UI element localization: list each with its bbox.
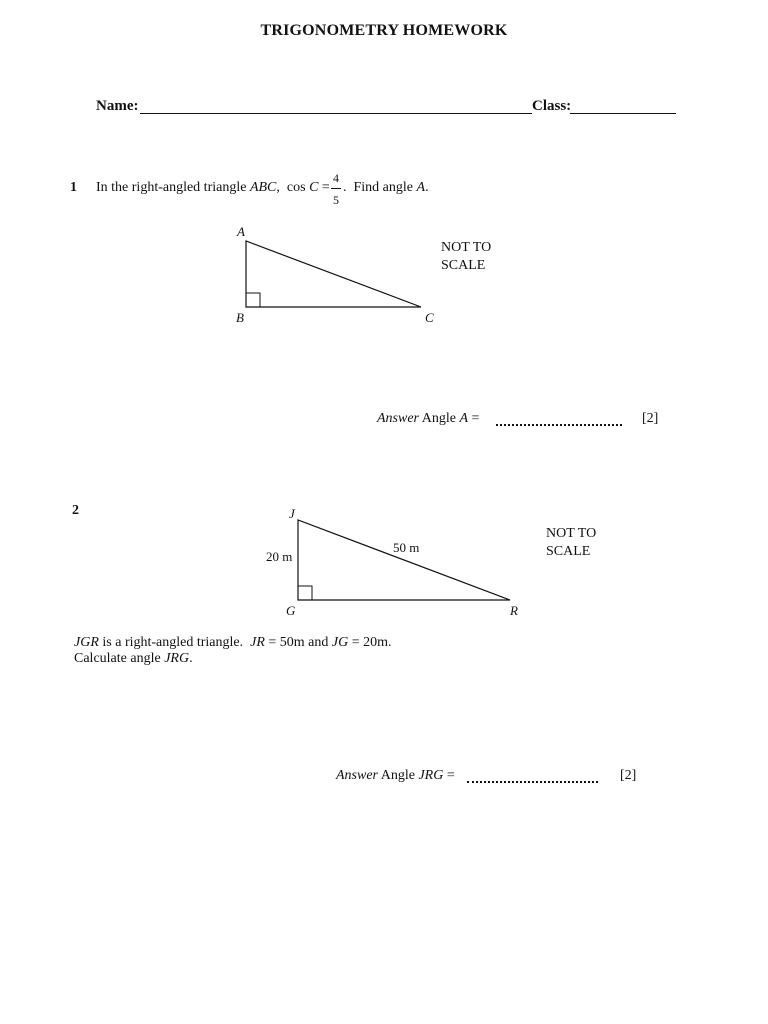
q1-text-find: . Find angle xyxy=(343,180,417,195)
page-title: TRIGONOMETRY HOMEWORK xyxy=(260,22,508,39)
vertex-label-r: R xyxy=(510,603,518,618)
q1-equals: = xyxy=(318,180,330,195)
side-jg-label: 20 m xyxy=(266,549,293,564)
q2-answer-field[interactable] xyxy=(467,781,598,783)
vertex-label-a: A xyxy=(237,224,245,239)
q1-text-pre: In the right-angled triangle xyxy=(96,180,250,195)
q1-note-line-1: NOT TO xyxy=(441,240,492,255)
q1-angle-var: C xyxy=(309,180,319,195)
q1-marks: [2] xyxy=(642,411,659,426)
q2-stmt-text-1: is a right-angled triangle. xyxy=(98,635,251,650)
q2-stmt-jr: JR xyxy=(250,635,265,650)
q2-answer-eq: = xyxy=(443,768,455,783)
q1-find-var: A xyxy=(416,180,426,195)
q2-calc-var: JRG xyxy=(164,651,190,666)
vertex-label-j: J xyxy=(289,506,295,521)
q2-answer-label xyxy=(336,768,455,784)
q1-answer-word: Answer xyxy=(377,411,419,426)
q1-answer-label xyxy=(377,411,479,427)
q1-answer-field[interactable] xyxy=(496,424,622,426)
vertex-label-c: C xyxy=(425,310,434,325)
q1-note-line-2: SCALE xyxy=(441,258,486,273)
vertex-label-g: G xyxy=(286,603,296,618)
q1-period: . xyxy=(425,180,429,195)
q1-answer-text: Angle xyxy=(419,411,460,426)
q1-triangle-name: ABC xyxy=(249,180,277,195)
triangle-abc xyxy=(246,241,421,307)
q1-answer-var: A xyxy=(459,411,469,426)
q1-text-cos: , cos xyxy=(276,180,310,195)
q2-calc-text: Calculate angle xyxy=(74,651,165,666)
q2-stmt-jg: JG xyxy=(331,635,349,650)
q1-answer-eq: = xyxy=(468,411,480,426)
q2-stmt-tri: JGR xyxy=(74,635,99,650)
vertex-label-b: B xyxy=(236,310,244,325)
class-label: Class: xyxy=(532,98,572,114)
question-2-text xyxy=(74,635,392,667)
triangle-jgr xyxy=(298,520,510,600)
question-2-number: 2 xyxy=(72,503,79,518)
q2-calc-period: . xyxy=(189,651,193,666)
right-angle-marker-b xyxy=(246,293,260,307)
q2-marks: [2] xyxy=(620,768,637,783)
q2-note-line-2: SCALE xyxy=(546,544,591,559)
right-angle-marker-g xyxy=(298,586,312,600)
side-jr-label: 50 m xyxy=(393,540,420,555)
question-1-number: 1 xyxy=(70,180,77,195)
q2-stmt-text-3: = 20m. xyxy=(348,635,392,650)
q1-frac-numerator: 4 xyxy=(333,171,339,185)
q2-note-line-1: NOT TO xyxy=(546,526,597,541)
q2-stmt-text-2: = 50m and xyxy=(264,635,332,650)
q2-answer-word: Answer xyxy=(336,768,378,783)
q2-answer-text: Angle xyxy=(378,768,419,783)
q1-not-to-scale-note xyxy=(441,239,491,275)
q2-not-to-scale-note xyxy=(546,525,596,561)
q2-answer-var: JRG xyxy=(418,768,444,783)
q1-frac-denominator: 5 xyxy=(333,193,339,207)
name-label: Name: xyxy=(96,98,139,114)
